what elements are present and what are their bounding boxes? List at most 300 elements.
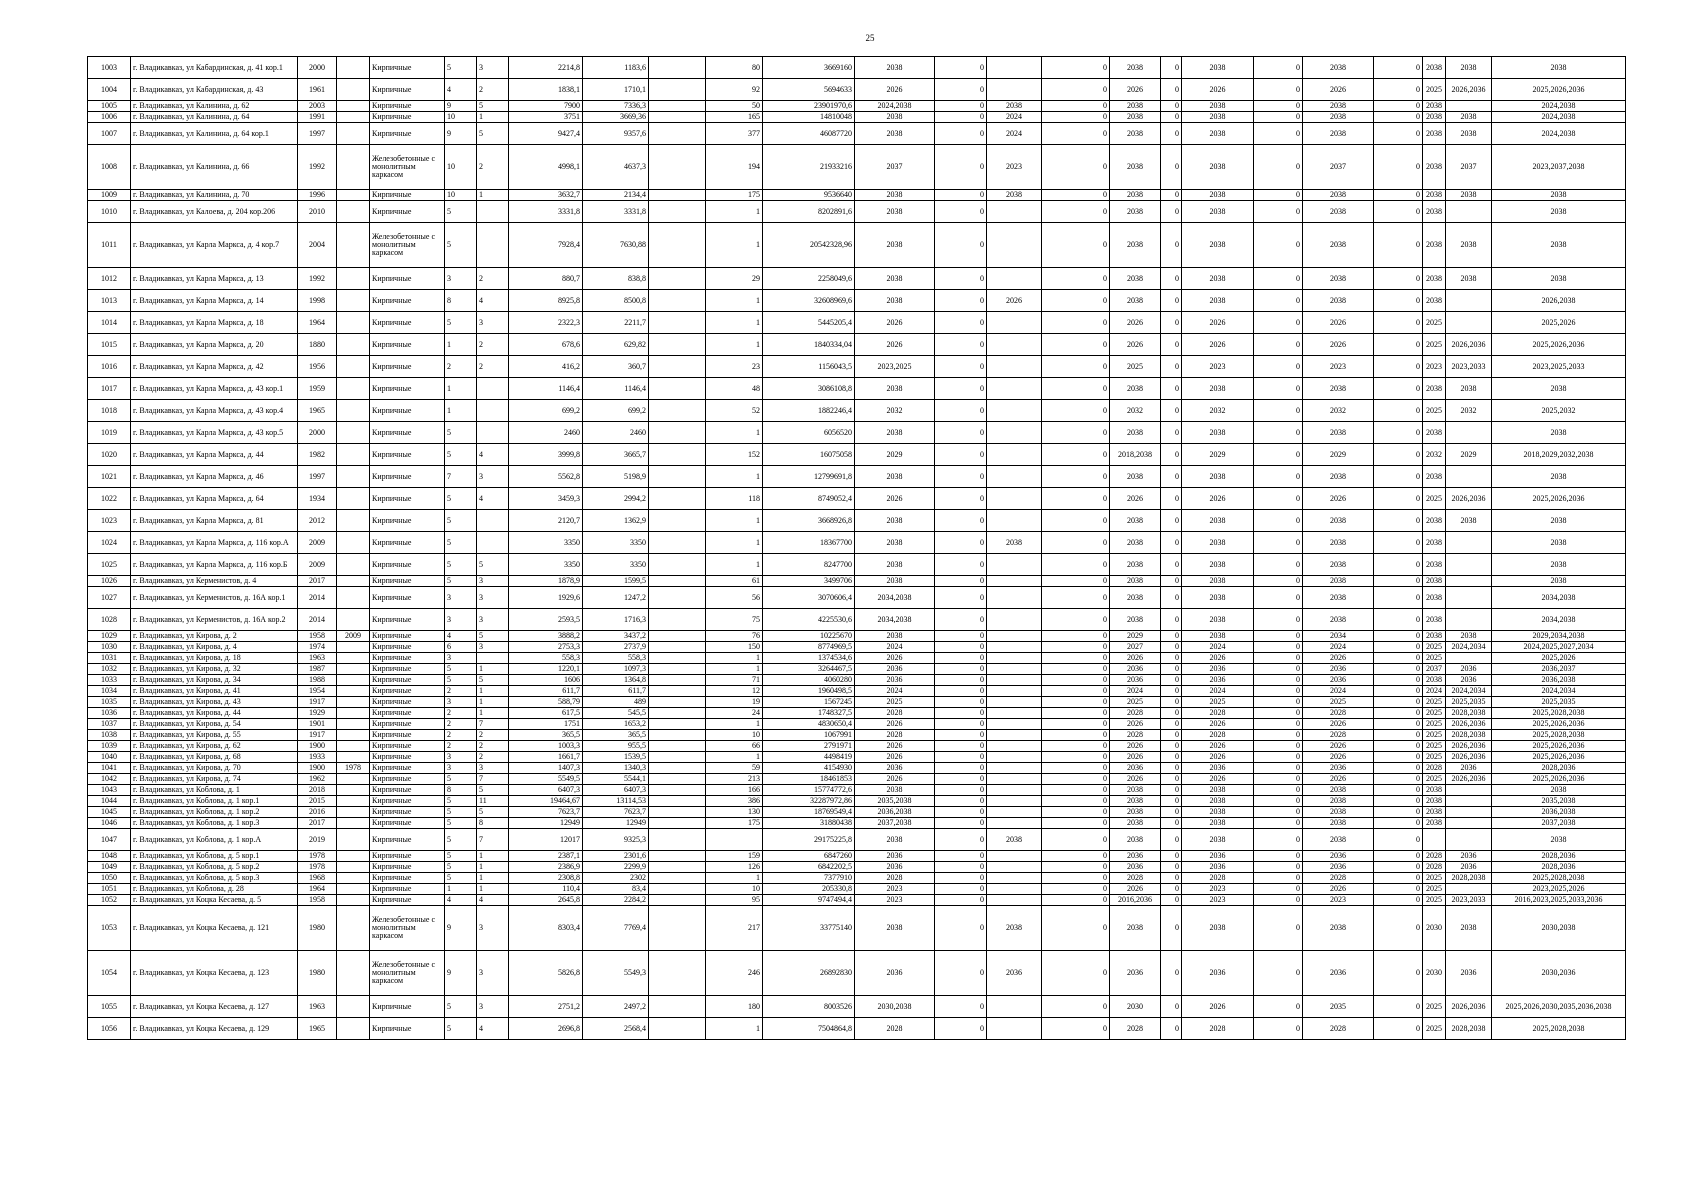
cell-year-foundation: 2038 xyxy=(1182,422,1254,444)
housing-register-table xyxy=(87,56,1626,1040)
cell-total-area: 12017 xyxy=(509,829,583,851)
cell-address: г. Владикавказ, ул Керменистов, д. 4 xyxy=(131,576,298,587)
cell-year-built: 1963 xyxy=(298,996,337,1018)
cell-floors: 5 xyxy=(445,774,477,785)
cell-year-lift: 2023,2033 xyxy=(1446,356,1492,378)
cell-residents: 76 xyxy=(706,631,763,642)
cell-living-area: 6407,3 xyxy=(583,785,649,796)
cell-year-reconstructed xyxy=(337,895,370,906)
cell-year-facade: 2038 xyxy=(1110,796,1161,807)
cell-years-summary: 2038 xyxy=(1492,554,1626,576)
cell-zero-2: 0 xyxy=(1042,554,1110,576)
cell-year-reconstructed xyxy=(337,532,370,554)
cell-entrances: 5 xyxy=(477,675,509,686)
cell-wall-material: Кирпичные xyxy=(370,268,445,290)
cell-row-number: 1004 xyxy=(88,79,131,101)
cell-year-lift: 2026,2036 xyxy=(1446,774,1492,785)
cell-zero-5: 0 xyxy=(1374,334,1423,356)
cell-year-networks: 2025 xyxy=(1423,79,1446,101)
cell-zero-1: 0 xyxy=(935,101,987,112)
cell-zero-5: 0 xyxy=(1374,1018,1423,1040)
cell-row-number: 1022 xyxy=(88,488,131,510)
cell-zero-4: 0 xyxy=(1254,587,1303,609)
cell-row-number: 1047 xyxy=(88,829,131,851)
table-row xyxy=(88,686,1626,697)
cell-zero-3: 0 xyxy=(1161,851,1182,862)
cell-wall-material: Кирпичные xyxy=(370,642,445,653)
cell-year-roof xyxy=(987,642,1042,653)
cell-years-summary: 2038 xyxy=(1492,201,1626,223)
cell-year-facade: 2036 xyxy=(1110,851,1161,862)
cell-total-cost: 8749052,4 xyxy=(763,488,855,510)
cell-year-built: 2014 xyxy=(298,587,337,609)
cell-year-basement: 2036 xyxy=(1303,951,1374,996)
cell-spacer xyxy=(649,631,706,642)
cell-living-area: 2299,9 xyxy=(583,862,649,873)
cell-address: г. Владикавказ, ул Коцка Кесаева, д. 5 xyxy=(131,895,298,906)
cell-spacer xyxy=(649,951,706,996)
cell-zero-2: 0 xyxy=(1042,807,1110,818)
cell-zero-1: 0 xyxy=(935,123,987,145)
cell-year-lift: 2037 xyxy=(1446,145,1492,190)
cell-year-foundation: 2038 xyxy=(1182,123,1254,145)
cell-total-area: 8303,4 xyxy=(509,906,583,951)
cell-spacer xyxy=(649,466,706,488)
cell-years-summary: 2034,2038 xyxy=(1492,587,1626,609)
cell-year-reconstructed xyxy=(337,190,370,201)
cell-total-cost: 1882246,4 xyxy=(763,400,855,422)
cell-wall-material: Кирпичные xyxy=(370,996,445,1018)
cell-zero-1: 0 xyxy=(935,906,987,951)
cell-year-basement: 2026 xyxy=(1303,334,1374,356)
cell-year-facade: 2038 xyxy=(1110,101,1161,112)
cell-year-networks: 2038 xyxy=(1423,576,1446,587)
cell-year-built: 1961 xyxy=(298,79,337,101)
cell-floors: 1 xyxy=(445,378,477,400)
cell-zero-3: 0 xyxy=(1161,334,1182,356)
cell-year-networks: 2025 xyxy=(1423,741,1446,752)
cell-year-lift xyxy=(1446,807,1492,818)
cell-floors: 8 xyxy=(445,785,477,796)
cell-year-main: 2037 xyxy=(855,145,935,190)
cell-zero-3: 0 xyxy=(1161,951,1182,996)
cell-year-built: 1958 xyxy=(298,895,337,906)
cell-residents: 1 xyxy=(706,466,763,488)
cell-year-roof xyxy=(987,268,1042,290)
cell-zero-4: 0 xyxy=(1254,708,1303,719)
cell-floors: 3 xyxy=(445,609,477,631)
table-row xyxy=(88,123,1626,145)
cell-living-area: 2568,4 xyxy=(583,1018,649,1040)
cell-year-foundation: 2025 xyxy=(1182,697,1254,708)
table-row xyxy=(88,101,1626,112)
cell-years-summary: 2025,2028,2038 xyxy=(1492,730,1626,741)
cell-zero-4: 0 xyxy=(1254,906,1303,951)
cell-year-lift xyxy=(1446,576,1492,587)
cell-year-networks: 2025 xyxy=(1423,642,1446,653)
cell-zero-4: 0 xyxy=(1254,895,1303,906)
cell-zero-3: 0 xyxy=(1161,697,1182,708)
cell-floors: 6 xyxy=(445,642,477,653)
cell-year-foundation: 2026 xyxy=(1182,79,1254,101)
cell-year-basement: 2026 xyxy=(1303,741,1374,752)
cell-year-basement: 2036 xyxy=(1303,664,1374,675)
cell-year-roof xyxy=(987,708,1042,719)
cell-year-lift: 2026,2036 xyxy=(1446,752,1492,763)
cell-year-networks: 2038 xyxy=(1423,554,1446,576)
cell-year-networks: 2025 xyxy=(1423,334,1446,356)
cell-total-area: 1146,4 xyxy=(509,378,583,400)
cell-zero-1: 0 xyxy=(935,532,987,554)
cell-year-built: 1958 xyxy=(298,631,337,642)
cell-year-foundation: 2024 xyxy=(1182,686,1254,697)
cell-year-roof xyxy=(987,510,1042,532)
cell-total-cost: 8247700 xyxy=(763,554,855,576)
cell-year-reconstructed xyxy=(337,906,370,951)
cell-zero-4: 0 xyxy=(1254,697,1303,708)
cell-zero-3: 0 xyxy=(1161,996,1182,1018)
cell-years-summary: 2038 xyxy=(1492,223,1626,268)
cell-year-networks: 2025 xyxy=(1423,884,1446,895)
cell-living-area: 2134,4 xyxy=(583,190,649,201)
cell-total-area: 1407,3 xyxy=(509,763,583,774)
cell-living-area: 1364,8 xyxy=(583,675,649,686)
cell-zero-3: 0 xyxy=(1161,796,1182,807)
cell-spacer xyxy=(649,818,706,829)
cell-total-area: 4998,1 xyxy=(509,145,583,190)
cell-year-roof xyxy=(987,576,1042,587)
cell-zero-1: 0 xyxy=(935,686,987,697)
cell-row-number: 1054 xyxy=(88,951,131,996)
cell-year-basement: 2026 xyxy=(1303,774,1374,785)
cell-zero-3: 0 xyxy=(1161,79,1182,101)
cell-zero-3: 0 xyxy=(1161,356,1182,378)
cell-year-roof xyxy=(987,653,1042,664)
cell-year-basement: 2038 xyxy=(1303,268,1374,290)
cell-floors: 5 xyxy=(445,223,477,268)
cell-living-area: 360,7 xyxy=(583,356,649,378)
cell-living-area: 2211,7 xyxy=(583,312,649,334)
cell-year-facade: 2038 xyxy=(1110,532,1161,554)
cell-residents: 48 xyxy=(706,378,763,400)
cell-living-area: 955,5 xyxy=(583,741,649,752)
cell-year-facade: 2030 xyxy=(1110,996,1161,1018)
cell-spacer xyxy=(649,807,706,818)
cell-year-main: 2038 xyxy=(855,290,935,312)
cell-total-cost: 31880438 xyxy=(763,818,855,829)
cell-zero-1: 0 xyxy=(935,576,987,587)
cell-floors: 9 xyxy=(445,906,477,951)
cell-row-number: 1043 xyxy=(88,785,131,796)
cell-year-facade: 2038 xyxy=(1110,268,1161,290)
cell-residents: 10 xyxy=(706,884,763,895)
cell-total-area: 2386,9 xyxy=(509,862,583,873)
cell-zero-2: 0 xyxy=(1042,201,1110,223)
cell-zero-2: 0 xyxy=(1042,884,1110,895)
cell-spacer xyxy=(649,708,706,719)
cell-zero-3: 0 xyxy=(1161,906,1182,951)
cell-total-cost: 18769549,4 xyxy=(763,807,855,818)
cell-year-lift: 2036 xyxy=(1446,664,1492,675)
cell-residents: 1 xyxy=(706,752,763,763)
cell-entrances: 2 xyxy=(477,268,509,290)
cell-year-built: 1917 xyxy=(298,697,337,708)
cell-zero-2: 0 xyxy=(1042,730,1110,741)
cell-year-built: 2015 xyxy=(298,796,337,807)
cell-entrances xyxy=(477,223,509,268)
cell-spacer xyxy=(649,664,706,675)
cell-floors: 10 xyxy=(445,112,477,123)
cell-year-built: 1992 xyxy=(298,145,337,190)
cell-year-main: 2023,2025 xyxy=(855,356,935,378)
table-row xyxy=(88,719,1626,730)
cell-year-reconstructed xyxy=(337,223,370,268)
cell-year-reconstructed xyxy=(337,807,370,818)
cell-year-roof xyxy=(987,312,1042,334)
cell-address: г. Владикавказ, ул Кирова, д. 43 xyxy=(131,697,298,708)
cell-row-number: 1035 xyxy=(88,697,131,708)
cell-year-lift: 2036 xyxy=(1446,851,1492,862)
cell-living-area: 545,5 xyxy=(583,708,649,719)
cell-floors: 3 xyxy=(445,653,477,664)
cell-living-area: 1247,2 xyxy=(583,587,649,609)
cell-year-main: 2023 xyxy=(855,884,935,895)
cell-total-cost: 5694633 xyxy=(763,79,855,101)
cell-zero-4: 0 xyxy=(1254,996,1303,1018)
cell-year-roof: 2036 xyxy=(987,951,1042,996)
cell-address: г. Владикавказ, ул Кирова, д. 68 xyxy=(131,752,298,763)
cell-zero-2: 0 xyxy=(1042,223,1110,268)
cell-year-facade: 2038 xyxy=(1110,290,1161,312)
cell-year-reconstructed xyxy=(337,642,370,653)
cell-living-area: 629,82 xyxy=(583,334,649,356)
cell-year-roof: 2024 xyxy=(987,112,1042,123)
cell-year-main: 2026 xyxy=(855,741,935,752)
cell-year-main: 2038 xyxy=(855,422,935,444)
cell-row-number: 1048 xyxy=(88,851,131,862)
cell-zero-1: 0 xyxy=(935,268,987,290)
cell-row-number: 1049 xyxy=(88,862,131,873)
table-row xyxy=(88,378,1626,400)
cell-floors: 2 xyxy=(445,730,477,741)
cell-year-facade: 2027 xyxy=(1110,642,1161,653)
cell-zero-1: 0 xyxy=(935,223,987,268)
cell-total-cost: 3086108,8 xyxy=(763,378,855,400)
cell-address: г. Владикавказ, ул Карла Маркса, д. 4 кор.7 xyxy=(131,223,298,268)
cell-wall-material: Кирпичные xyxy=(370,686,445,697)
cell-year-reconstructed xyxy=(337,378,370,400)
cell-year-main: 2032 xyxy=(855,400,935,422)
cell-year-facade: 2026 xyxy=(1110,312,1161,334)
cell-living-area: 1710,1 xyxy=(583,79,649,101)
cell-year-built: 2003 xyxy=(298,101,337,112)
cell-zero-5: 0 xyxy=(1374,145,1423,190)
cell-wall-material: Кирпичные xyxy=(370,785,445,796)
cell-total-cost: 12799691,8 xyxy=(763,466,855,488)
cell-year-reconstructed xyxy=(337,400,370,422)
cell-total-area: 3632,7 xyxy=(509,190,583,201)
cell-address: г. Владикавказ, ул Кирова, д. 34 xyxy=(131,675,298,686)
cell-wall-material: Кирпичные xyxy=(370,862,445,873)
cell-zero-5: 0 xyxy=(1374,951,1423,996)
cell-year-main: 2036 xyxy=(855,664,935,675)
table-row xyxy=(88,201,1626,223)
cell-year-main: 2026 xyxy=(855,719,935,730)
cell-zero-4: 0 xyxy=(1254,818,1303,829)
cell-floors: 5 xyxy=(445,422,477,444)
cell-year-foundation: 2038 xyxy=(1182,223,1254,268)
cell-year-lift: 2038 xyxy=(1446,631,1492,642)
cell-total-area: 1751 xyxy=(509,719,583,730)
cell-floors: 5 xyxy=(445,807,477,818)
table-row xyxy=(88,653,1626,664)
cell-total-area: 3331,8 xyxy=(509,201,583,223)
cell-entrances: 4 xyxy=(477,444,509,466)
cell-year-roof: 2038 xyxy=(987,906,1042,951)
cell-year-foundation: 2026 xyxy=(1182,752,1254,763)
cell-zero-3: 0 xyxy=(1161,730,1182,741)
cell-address: г. Владикавказ, ул Карла Маркса, д. 116 кор.Б xyxy=(131,554,298,576)
cell-address: г. Владикавказ, ул Кирова, д. 55 xyxy=(131,730,298,741)
cell-zero-3: 0 xyxy=(1161,190,1182,201)
cell-year-reconstructed xyxy=(337,290,370,312)
cell-row-number: 1005 xyxy=(88,101,131,112)
cell-wall-material: Кирпичные xyxy=(370,378,445,400)
cell-zero-3: 0 xyxy=(1161,587,1182,609)
cell-address: г. Владикавказ, ул Кирова, д. 44 xyxy=(131,708,298,719)
cell-years-summary: 2034,2038 xyxy=(1492,609,1626,631)
cell-total-area: 699,2 xyxy=(509,400,583,422)
cell-zero-1: 0 xyxy=(935,862,987,873)
cell-year-networks: 2038 xyxy=(1423,268,1446,290)
cell-zero-2: 0 xyxy=(1042,653,1110,664)
cell-year-main: 2026 xyxy=(855,752,935,763)
cell-wall-material: Кирпичные xyxy=(370,510,445,532)
cell-year-roof xyxy=(987,609,1042,631)
cell-wall-material: Кирпичные xyxy=(370,851,445,862)
cell-row-number: 1003 xyxy=(88,57,131,79)
cell-year-main: 2038 xyxy=(855,532,935,554)
cell-year-reconstructed xyxy=(337,101,370,112)
cell-zero-4: 0 xyxy=(1254,488,1303,510)
cell-zero-5: 0 xyxy=(1374,752,1423,763)
cell-living-area: 7623,7 xyxy=(583,807,649,818)
cell-row-number: 1039 xyxy=(88,741,131,752)
cell-year-roof xyxy=(987,466,1042,488)
cell-zero-1: 0 xyxy=(935,895,987,906)
cell-year-basement: 2038 xyxy=(1303,223,1374,268)
cell-year-foundation: 2036 xyxy=(1182,951,1254,996)
cell-zero-4: 0 xyxy=(1254,631,1303,642)
cell-living-area: 12949 xyxy=(583,818,649,829)
cell-wall-material: Кирпичные xyxy=(370,818,445,829)
cell-total-cost: 1567245 xyxy=(763,697,855,708)
cell-year-reconstructed xyxy=(337,356,370,378)
cell-year-lift: 2028,2038 xyxy=(1446,708,1492,719)
cell-year-main: 2024,2038 xyxy=(855,101,935,112)
cell-year-basement: 2036 xyxy=(1303,763,1374,774)
cell-zero-4: 0 xyxy=(1254,807,1303,818)
cell-total-area: 2460 xyxy=(509,422,583,444)
cell-zero-1: 0 xyxy=(935,807,987,818)
table-row xyxy=(88,851,1626,862)
cell-zero-1: 0 xyxy=(935,996,987,1018)
cell-year-main: 2034,2038 xyxy=(855,587,935,609)
cell-zero-3: 0 xyxy=(1161,554,1182,576)
cell-year-roof xyxy=(987,741,1042,752)
cell-address: г. Владикавказ, ул Калинина, д. 64 xyxy=(131,112,298,123)
cell-residents: 175 xyxy=(706,818,763,829)
cell-wall-material: Кирпичные xyxy=(370,576,445,587)
cell-living-area: 1599,5 xyxy=(583,576,649,587)
cell-year-reconstructed xyxy=(337,697,370,708)
cell-total-cost: 6847260 xyxy=(763,851,855,862)
cell-spacer xyxy=(649,884,706,895)
cell-year-reconstructed xyxy=(337,57,370,79)
cell-zero-1: 0 xyxy=(935,444,987,466)
cell-year-main: 2029 xyxy=(855,444,935,466)
cell-row-number: 1007 xyxy=(88,123,131,145)
cell-year-basement: 2038 xyxy=(1303,290,1374,312)
cell-wall-material: Кирпичные xyxy=(370,400,445,422)
cell-year-basement: 2034 xyxy=(1303,631,1374,642)
cell-years-summary: 2038 xyxy=(1492,57,1626,79)
cell-spacer xyxy=(649,609,706,631)
cell-wall-material: Кирпичные xyxy=(370,675,445,686)
cell-zero-3: 0 xyxy=(1161,123,1182,145)
cell-zero-3: 0 xyxy=(1161,112,1182,123)
cell-wall-material: Кирпичные xyxy=(370,664,445,675)
cell-year-basement: 2038 xyxy=(1303,818,1374,829)
cell-year-foundation: 2038 xyxy=(1182,609,1254,631)
cell-total-area: 19464,67 xyxy=(509,796,583,807)
cell-total-area: 1661,7 xyxy=(509,752,583,763)
cell-floors: 5 xyxy=(445,201,477,223)
cell-spacer xyxy=(649,123,706,145)
cell-zero-5: 0 xyxy=(1374,466,1423,488)
cell-zero-5: 0 xyxy=(1374,829,1423,851)
cell-zero-2: 0 xyxy=(1042,400,1110,422)
cell-wall-material: Железобетонные с монолитным каркасом xyxy=(370,223,445,268)
cell-address: г. Владикавказ, ул Кирова, д. 70 xyxy=(131,763,298,774)
cell-years-summary: 2038 xyxy=(1492,785,1626,796)
cell-zero-5: 0 xyxy=(1374,719,1423,730)
cell-year-facade: 2038 xyxy=(1110,378,1161,400)
cell-total-cost: 1748327,5 xyxy=(763,708,855,719)
cell-zero-2: 0 xyxy=(1042,951,1110,996)
cell-living-area: 5198,9 xyxy=(583,466,649,488)
cell-year-networks: 2025 xyxy=(1423,488,1446,510)
cell-year-reconstructed xyxy=(337,466,370,488)
cell-spacer xyxy=(649,1018,706,1040)
cell-year-lift xyxy=(1446,587,1492,609)
cell-zero-5: 0 xyxy=(1374,554,1423,576)
cell-address: г. Владикавказ, ул Коблова, д. 1 кор.2 xyxy=(131,807,298,818)
cell-living-area: 3665,7 xyxy=(583,444,649,466)
cell-year-lift: 2038 xyxy=(1446,223,1492,268)
cell-total-area: 12949 xyxy=(509,818,583,829)
cell-row-number: 1027 xyxy=(88,587,131,609)
cell-row-number: 1028 xyxy=(88,609,131,631)
cell-year-foundation: 2038 xyxy=(1182,190,1254,201)
cell-year-reconstructed xyxy=(337,730,370,741)
cell-living-area: 1097,3 xyxy=(583,664,649,675)
cell-zero-2: 0 xyxy=(1042,510,1110,532)
cell-zero-2: 0 xyxy=(1042,290,1110,312)
table-row xyxy=(88,57,1626,79)
cell-row-number: 1026 xyxy=(88,576,131,587)
cell-total-cost: 8774969,5 xyxy=(763,642,855,653)
